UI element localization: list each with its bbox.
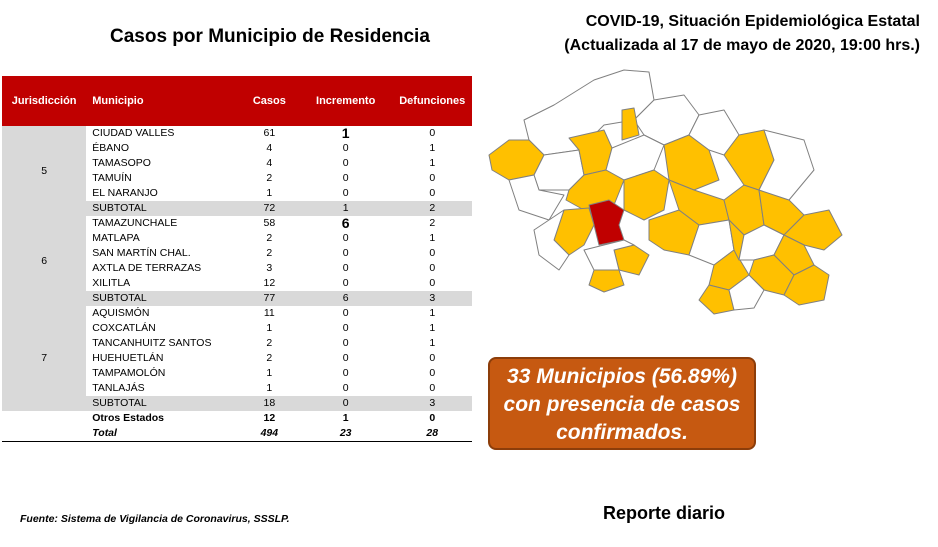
jurisdiccion-cell: 6 [2,216,86,306]
casos-cell: 58 [263,217,276,229]
municipio-cell: CIUDAD VALLES [92,127,175,139]
defunciones-cell: 1 [429,142,436,154]
subtotal-label: SUBTOTAL [86,396,240,411]
subtotal-incremento: 0 [299,396,393,411]
casos-cell: 11 [263,307,275,319]
header-defunciones: Defunciones [399,95,466,107]
casos-cell: 2 [266,247,273,259]
incremento-cell: 0 [342,277,349,289]
defunciones-cell: 2 [429,217,436,229]
total-casos: 494 [240,426,299,442]
casos-cell: 2 [266,172,273,184]
municipio-cell: MATLAPA [92,232,140,244]
source-note: Fuente: Sistema de Vigilancia de Coronavirus, SSSLP. [20,513,290,525]
defunciones-cell: 0 [429,262,436,274]
defunciones-cell: 0 [429,277,436,289]
municipio-cell: TANCANHUITZ SANTOS [92,337,212,349]
defunciones-cell: 1 [429,337,436,349]
otros-estados-defunciones: 0 [429,412,436,424]
casos-cell: 1 [266,382,273,394]
report-label: Reporte diario [603,503,726,523]
otros-estados-incremento: 1 [342,412,349,424]
incremento-cell: 0 [342,172,349,184]
casos-cell: 2 [266,352,273,364]
incremento-cell: 0 [342,337,349,349]
table-row [2,306,472,321]
incremento-cell: 6 [341,215,350,231]
defunciones-cell: 0 [429,352,436,364]
incremento-cell: 0 [342,382,349,394]
municipio-cell: SAN MARTÍN CHAL. [92,247,191,259]
table-row [2,126,472,141]
casos-cell: 1 [266,187,273,199]
casos-cell: 12 [263,277,276,289]
incremento-cell: 0 [342,187,349,199]
municipio-cell: AXTLA DE TERRAZAS [92,262,202,274]
header-jurisdiccion: Jurisdicción [11,95,77,107]
callout-line-2: con presencia de casos [503,393,741,416]
table-title: Casos por Municipio de Residencia [110,26,430,47]
defunciones-cell: 1 [429,232,436,244]
subtotal-incremento: 6 [299,291,393,306]
subtotal-defunciones: 3 [393,291,473,306]
callout-line-1: 33 Municipios (56.89%) [507,365,737,388]
incremento-cell: 0 [342,352,349,364]
municipio-cell: TANLAJÁS [92,382,145,394]
subtotal-casos: 18 [240,396,299,411]
callout-line-3: confirmados. [556,421,688,444]
incremento-cell: 0 [342,262,349,274]
incremento-cell: 0 [342,322,349,334]
defunciones-cell: 0 [429,127,436,139]
municipio-cell: TAMUÍN [92,172,132,184]
incremento-cell: 0 [342,142,349,154]
casos-cell: 61 [263,127,276,139]
report-update-date: (Actualizada al 17 de mayo de 2020, 19:00 hrs.) [564,37,920,54]
state-map [484,60,844,316]
header-incremento: Incremento [316,95,376,107]
municipio-cell: HUEHUETLÁN [92,352,164,364]
defunciones-cell: 1 [429,157,436,169]
blank-cell [2,411,86,426]
defunciones-cell: 0 [429,247,436,259]
defunciones-cell: 1 [429,307,436,319]
municipio-cell: ÉBANO [92,142,130,154]
municipalities-callout [488,357,756,450]
defunciones-cell: 0 [429,172,436,184]
otros-estados-casos: 12 [263,412,276,424]
table-body [2,126,472,442]
cases-table [2,76,472,442]
municipio-cell: TAMPAMOLÓN [92,367,166,379]
report-header [564,10,920,58]
report-title: COVID-19, Situación Epidemiológica Estatal [585,13,920,30]
municipio-cell: AQUISMÓN [92,307,150,319]
total-defunciones: 28 [393,426,473,442]
header-municipio: Municipio [92,95,144,107]
incremento-cell: 0 [342,307,349,319]
blank-cell [2,426,86,442]
total-row [2,426,472,442]
total-label: Total [86,426,240,442]
municipio-cell: XILITLA [92,277,131,289]
defunciones-cell: 0 [429,382,436,394]
casos-cell: 1 [266,322,273,334]
subtotal-incremento: 1 [299,201,393,216]
subtotal-defunciones: 2 [393,201,473,216]
defunciones-cell: 1 [429,322,436,334]
jurisdiccion-cell: 5 [2,126,86,216]
otros-estados-row [2,411,472,426]
municipality-with-cases [624,170,669,220]
defunciones-cell: 0 [429,187,436,199]
incremento-cell: 0 [342,247,349,259]
municipality-highlighted [589,200,624,245]
casos-cell: 3 [266,262,273,274]
otros-estados-label: Otros Estados [92,412,165,424]
table-row [2,216,472,231]
cases-table-container [2,76,472,442]
incremento-cell: 0 [342,157,349,169]
subtotal-label: SUBTOTAL [86,291,240,306]
table-header-row [2,76,472,126]
casos-cell: 1 [266,367,273,379]
subtotal-label: SUBTOTAL [86,201,240,216]
subtotal-defunciones: 3 [393,396,473,411]
municipality-with-cases [589,270,624,292]
defunciones-cell: 0 [429,367,436,379]
total-incremento: 23 [299,426,393,442]
incremento-cell: 0 [342,232,349,244]
municipio-cell: TAMAZUNCHALE [92,217,178,229]
jurisdiccion-cell: 7 [2,306,86,411]
municipio-cell: EL NARANJO [92,187,158,199]
subtotal-casos: 77 [240,291,299,306]
casos-cell: 2 [266,232,273,244]
subtotal-casos: 72 [240,201,299,216]
incremento-cell: 0 [342,367,349,379]
casos-cell: 4 [266,142,273,154]
municipio-cell: COXCATLÁN [92,322,156,334]
header-casos: Casos [252,95,286,107]
incremento-cell: 1 [341,125,350,141]
municipio-cell: TAMASOPO [92,157,151,169]
casos-cell: 2 [266,337,273,349]
casos-cell: 4 [266,157,273,169]
